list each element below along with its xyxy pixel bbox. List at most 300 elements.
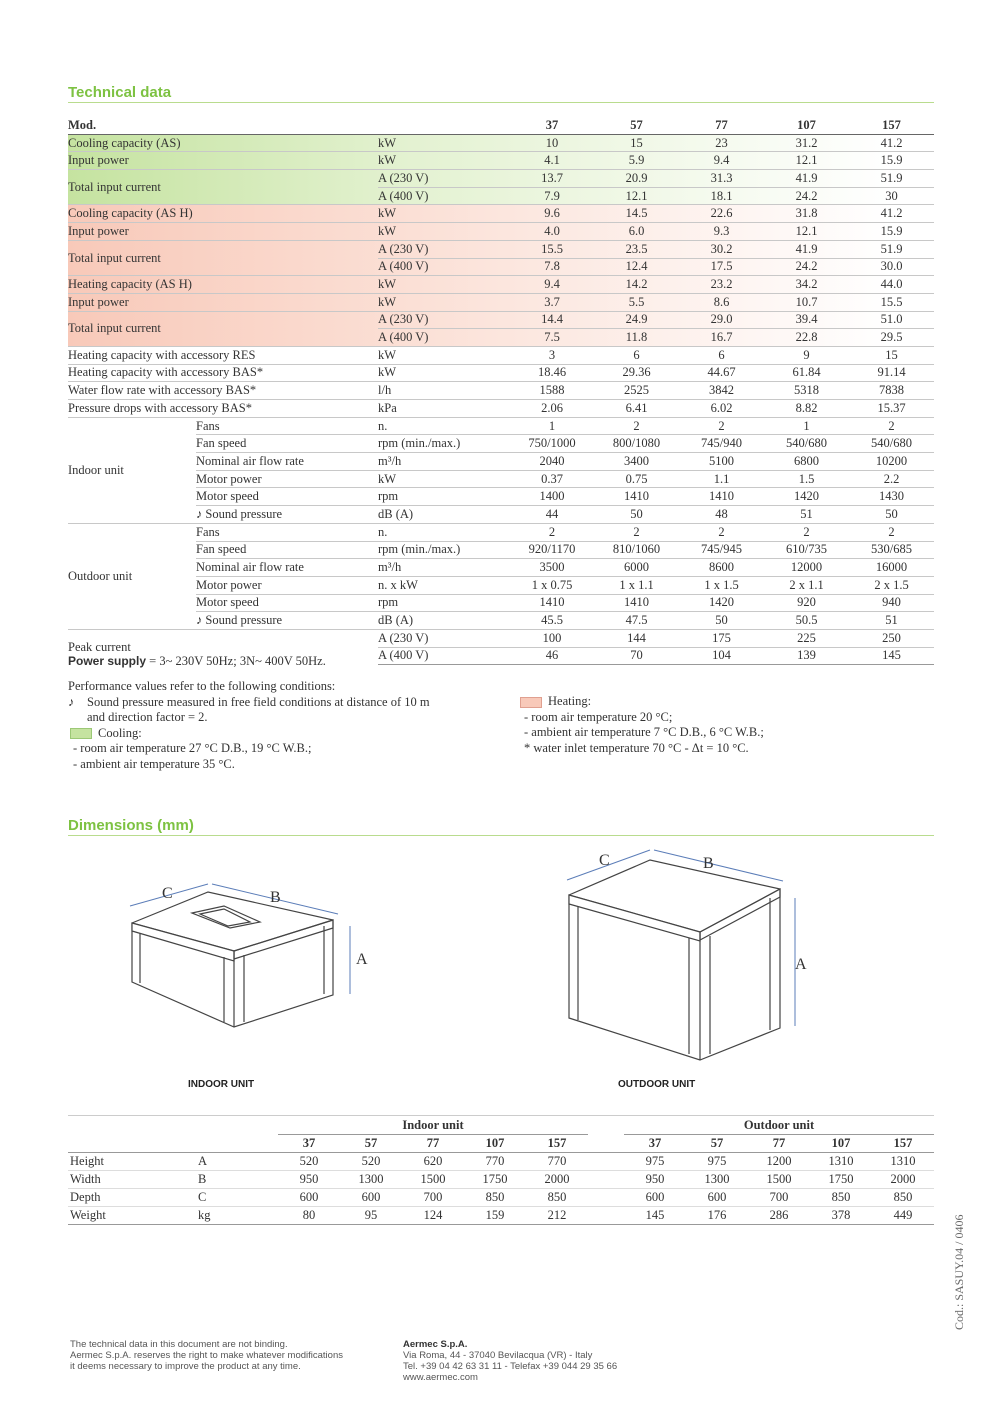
row-value: 940 bbox=[849, 594, 934, 612]
row-value: 4.0 bbox=[510, 223, 594, 241]
outdoor-unit-drawing bbox=[555, 848, 815, 1068]
row-value: 70 bbox=[594, 647, 679, 665]
dims-indoor-value: 124 bbox=[402, 1207, 464, 1225]
row-value: 29.0 bbox=[679, 311, 764, 329]
row-value: 530/685 bbox=[849, 541, 934, 559]
row-value: 50.5 bbox=[764, 612, 849, 630]
title-rule bbox=[68, 102, 934, 103]
row-value: 18.46 bbox=[510, 364, 594, 382]
dims-indoor-value: 159 bbox=[464, 1207, 526, 1225]
dims-model-header: 107 bbox=[464, 1135, 526, 1153]
table-row bbox=[68, 506, 934, 524]
dims-outdoor-value: 2000 bbox=[872, 1171, 934, 1189]
row-value: 5100 bbox=[679, 453, 764, 471]
dims-indoor-value: 770 bbox=[464, 1153, 526, 1171]
row-value: 540/680 bbox=[849, 435, 934, 453]
table-row bbox=[68, 488, 934, 506]
dims-indoor-value: 770 bbox=[526, 1153, 588, 1171]
footer-disclaimer-line: it deems necessary to improve the product at any time. bbox=[70, 1361, 301, 1372]
power-supply-label: Power supply bbox=[68, 654, 147, 668]
dims-row bbox=[68, 1171, 934, 1189]
row-value: 15 bbox=[849, 346, 934, 364]
row-unit: l/h bbox=[378, 382, 510, 400]
row-unit: m³/h bbox=[378, 453, 510, 471]
dims-row-name: Width bbox=[68, 1171, 198, 1189]
row-value: 12.1 bbox=[764, 223, 849, 241]
header-label: Mod. bbox=[68, 117, 196, 134]
row-unit: kW bbox=[378, 293, 510, 311]
row-value: 22.8 bbox=[764, 329, 849, 347]
dimensions-table bbox=[68, 1117, 934, 1225]
row-unit: kW bbox=[378, 276, 510, 294]
row-label: Cooling capacity (AS) bbox=[68, 134, 378, 152]
dims-outdoor-title: Outdoor unit bbox=[624, 1117, 934, 1135]
row-value: 20.9 bbox=[594, 170, 679, 188]
row-value: 9.6 bbox=[510, 205, 594, 223]
row-value: 51.9 bbox=[849, 170, 934, 188]
table-row bbox=[68, 629, 934, 647]
dims-table-rule bbox=[68, 1115, 934, 1116]
row-value: 6 bbox=[679, 346, 764, 364]
heating-notes bbox=[520, 694, 940, 756]
dims-row bbox=[68, 1207, 934, 1225]
row-label: Input power bbox=[68, 223, 378, 241]
row-value: 11.8 bbox=[594, 329, 679, 347]
row-value: 13.7 bbox=[510, 170, 594, 188]
dimensions-title: Dimensions (mm) bbox=[68, 817, 194, 834]
row-unit: n. x kW bbox=[378, 576, 510, 594]
document-code: Cod.: SASUY.04 / 0406 bbox=[952, 1214, 966, 1330]
row-value: 3842 bbox=[679, 382, 764, 400]
row-value: 139 bbox=[764, 647, 849, 665]
row-unit: dB (A) bbox=[378, 506, 510, 524]
dims-indoor-value: 80 bbox=[278, 1207, 340, 1225]
heating-swatch bbox=[520, 697, 542, 708]
row-value: 6000 bbox=[594, 559, 679, 577]
footer-disclaimer bbox=[70, 1339, 343, 1372]
row-value: 4.1 bbox=[510, 152, 594, 170]
dims-model-header: 57 bbox=[686, 1135, 748, 1153]
row-unit: dB (A) bbox=[378, 612, 510, 630]
row-value: 1 x 0.75 bbox=[510, 576, 594, 594]
sub-row-label: Motor power bbox=[196, 576, 378, 594]
row-value: 144 bbox=[594, 629, 679, 647]
row-unit: n. bbox=[378, 523, 510, 541]
dims-indoor-value: 95 bbox=[340, 1207, 402, 1225]
table-row bbox=[68, 205, 934, 223]
row-value: 745/940 bbox=[679, 435, 764, 453]
row-value: 46 bbox=[510, 647, 594, 665]
row-value: 22.6 bbox=[679, 205, 764, 223]
row-label: Heating capacity (AS H) bbox=[68, 276, 378, 294]
dims-indoor-value: 1500 bbox=[402, 1171, 464, 1189]
row-value: 610/735 bbox=[764, 541, 849, 559]
cooling-swatch bbox=[70, 728, 92, 739]
group-label: Indoor unit bbox=[68, 417, 196, 523]
row-value: 104 bbox=[679, 647, 764, 665]
row-value: 14.2 bbox=[594, 276, 679, 294]
row-value: 7.5 bbox=[510, 329, 594, 347]
table-row bbox=[68, 311, 934, 329]
dims-spacer bbox=[588, 1171, 624, 1189]
dims-indoor-value: 600 bbox=[278, 1189, 340, 1207]
row-value: 7.8 bbox=[510, 258, 594, 276]
sub-row-label: Nominal air flow rate bbox=[196, 453, 378, 471]
dims-row-name: Height bbox=[68, 1153, 198, 1171]
row-unit: rpm (min./max.) bbox=[378, 541, 510, 559]
dims-outdoor-value: 1200 bbox=[748, 1153, 810, 1171]
heating-item: - ambient air temperature 7 °C D.B., 6 °C W.B.; bbox=[524, 725, 764, 739]
conditions-intro: Performance values refer to the following conditions: bbox=[68, 679, 336, 693]
dims-outdoor-value: 449 bbox=[872, 1207, 934, 1225]
table-row bbox=[68, 276, 934, 294]
dims-indoor-title: Indoor unit bbox=[278, 1117, 588, 1135]
table-row bbox=[68, 293, 934, 311]
row-label: Cooling capacity (AS H) bbox=[68, 205, 378, 223]
row-unit: A (230 V) bbox=[378, 170, 510, 188]
row-label: Heating capacity with accessory BAS* bbox=[68, 364, 378, 382]
table-row bbox=[68, 541, 934, 559]
row-value: 540/680 bbox=[764, 435, 849, 453]
heating-item: * water inlet temperature 70 °C - Δt = 10 °C. bbox=[524, 740, 749, 755]
outdoor-label-a: A bbox=[795, 956, 807, 973]
dims-indoor-value: 1750 bbox=[464, 1171, 526, 1189]
table-row bbox=[68, 382, 934, 400]
row-value: 6.02 bbox=[679, 400, 764, 418]
row-unit: A (400 V) bbox=[378, 258, 510, 276]
sub-row-label: Motor power bbox=[196, 470, 378, 488]
row-label: Heating capacity with accessory RES bbox=[68, 346, 378, 364]
row-value: 24.2 bbox=[764, 258, 849, 276]
row-value: 10 bbox=[510, 134, 594, 152]
row-value: 50 bbox=[849, 506, 934, 524]
dims-model-header: 157 bbox=[872, 1135, 934, 1153]
dims-row bbox=[68, 1153, 934, 1171]
row-value: 1.5 bbox=[764, 470, 849, 488]
row-value: 44.0 bbox=[849, 276, 934, 294]
power-supply-value: = 3~ 230V 50Hz; 3N~ 400V 50Hz. bbox=[146, 654, 326, 668]
row-value: 745/945 bbox=[679, 541, 764, 559]
dims-outdoor-value: 1750 bbox=[810, 1171, 872, 1189]
row-value: 41.9 bbox=[764, 170, 849, 188]
row-value: 1410 bbox=[594, 594, 679, 612]
outdoor-label-b: B bbox=[703, 855, 714, 872]
row-label: Peak current bbox=[68, 629, 378, 664]
row-value: 1.1 bbox=[679, 470, 764, 488]
footer-disclaimer-line: Aermec S.p.A. reserves the right to make whatever modifications bbox=[70, 1350, 343, 1361]
row-unit: kW bbox=[378, 346, 510, 364]
dims-model-header: 77 bbox=[748, 1135, 810, 1153]
model-header: 157 bbox=[849, 117, 934, 134]
table-row bbox=[68, 453, 934, 471]
row-value: 7.9 bbox=[510, 187, 594, 205]
dims-spacer bbox=[588, 1207, 624, 1225]
row-unit: kW bbox=[378, 364, 510, 382]
row-value: 45.5 bbox=[510, 612, 594, 630]
dims-spacer bbox=[588, 1189, 624, 1207]
dims-row bbox=[68, 1189, 934, 1207]
row-value: 2 bbox=[594, 417, 679, 435]
row-value: 44.67 bbox=[679, 364, 764, 382]
row-unit: kW bbox=[378, 205, 510, 223]
table-row bbox=[68, 470, 934, 488]
row-value: 6.0 bbox=[594, 223, 679, 241]
row-value: 34.2 bbox=[764, 276, 849, 294]
row-value: 10.7 bbox=[764, 293, 849, 311]
row-unit: A (400 V) bbox=[378, 187, 510, 205]
row-value: 920 bbox=[764, 594, 849, 612]
dims-indoor-value: 2000 bbox=[526, 1171, 588, 1189]
row-value: 6.41 bbox=[594, 400, 679, 418]
dims-outdoor-value: 378 bbox=[810, 1207, 872, 1225]
dims-model-header: 77 bbox=[402, 1135, 464, 1153]
row-value: 16.7 bbox=[679, 329, 764, 347]
technical-data-title: Technical data bbox=[68, 84, 172, 101]
row-value: 47.5 bbox=[594, 612, 679, 630]
row-value: 44 bbox=[510, 506, 594, 524]
model-header: 107 bbox=[764, 117, 849, 134]
dims-spacer bbox=[68, 1117, 278, 1135]
dims-outdoor-value: 975 bbox=[624, 1153, 686, 1171]
table-row bbox=[68, 400, 934, 418]
row-value: 225 bbox=[764, 629, 849, 647]
row-unit: kPa bbox=[378, 400, 510, 418]
row-value: 1410 bbox=[510, 594, 594, 612]
dims-outdoor-value: 600 bbox=[686, 1189, 748, 1207]
row-value: 6 bbox=[594, 346, 679, 364]
row-value: 51 bbox=[849, 612, 934, 630]
row-value: 920/1170 bbox=[510, 541, 594, 559]
cooling-item: - ambient air temperature 35 °C. bbox=[73, 756, 235, 771]
table-row bbox=[68, 170, 934, 188]
dims-outdoor-value: 1310 bbox=[872, 1153, 934, 1171]
row-value: 16000 bbox=[849, 559, 934, 577]
row-unit: A (400 V) bbox=[378, 647, 510, 665]
row-value: 1410 bbox=[594, 488, 679, 506]
sub-row-label: Nominal air flow rate bbox=[196, 559, 378, 577]
dims-model-header: 37 bbox=[278, 1135, 340, 1153]
footer-disclaimer-line: The technical data in this document are not binding. bbox=[70, 1339, 288, 1350]
technical-data-table bbox=[68, 117, 934, 665]
table-row bbox=[68, 559, 934, 577]
dims-outdoor-value: 145 bbox=[624, 1207, 686, 1225]
sound-note-line1: Sound pressure measured in free field conditions at distance of 10 m bbox=[87, 694, 430, 709]
row-value: 14.5 bbox=[594, 205, 679, 223]
model-header: 57 bbox=[594, 117, 679, 134]
row-value: 51 bbox=[764, 506, 849, 524]
row-value: 2 bbox=[510, 523, 594, 541]
row-unit: rpm (min./max.) bbox=[378, 435, 510, 453]
table-row bbox=[68, 594, 934, 612]
row-value: 41.9 bbox=[764, 240, 849, 258]
row-value: 9 bbox=[764, 346, 849, 364]
row-value: 2 bbox=[679, 417, 764, 435]
row-value: 2.06 bbox=[510, 400, 594, 418]
indoor-label-c: C bbox=[162, 885, 173, 902]
row-value: 1420 bbox=[679, 594, 764, 612]
row-value: 3400 bbox=[594, 453, 679, 471]
row-value: 1430 bbox=[849, 488, 934, 506]
footer-company bbox=[403, 1339, 617, 1383]
outdoor-label-c: C bbox=[599, 852, 610, 869]
row-value: 8.6 bbox=[679, 293, 764, 311]
row-value: 30.2 bbox=[679, 240, 764, 258]
dims-outdoor-value: 286 bbox=[748, 1207, 810, 1225]
row-unit: kW bbox=[378, 470, 510, 488]
row-label: Input power bbox=[68, 293, 378, 311]
row-value: 810/1060 bbox=[594, 541, 679, 559]
dims-indoor-value: 700 bbox=[402, 1189, 464, 1207]
row-value: 15.9 bbox=[849, 152, 934, 170]
table-row bbox=[68, 435, 934, 453]
dims-spacer bbox=[588, 1153, 624, 1171]
row-value: 31.8 bbox=[764, 205, 849, 223]
model-header: 77 bbox=[679, 117, 764, 134]
row-value: 9.3 bbox=[679, 223, 764, 241]
dims-indoor-value: 850 bbox=[464, 1189, 526, 1207]
row-value: 8600 bbox=[679, 559, 764, 577]
table-header-row bbox=[68, 117, 934, 134]
dims-indoor-value: 600 bbox=[340, 1189, 402, 1207]
row-value: 8.82 bbox=[764, 400, 849, 418]
dimensions-rule bbox=[68, 835, 934, 836]
row-value: 1410 bbox=[679, 488, 764, 506]
row-value: 23.5 bbox=[594, 240, 679, 258]
row-value: 6800 bbox=[764, 453, 849, 471]
row-value: 1400 bbox=[510, 488, 594, 506]
row-value: 175 bbox=[679, 629, 764, 647]
table-row bbox=[68, 364, 934, 382]
row-value: 100 bbox=[510, 629, 594, 647]
row-value: 2 bbox=[679, 523, 764, 541]
row-value: 3.7 bbox=[510, 293, 594, 311]
row-value: 1 bbox=[764, 417, 849, 435]
row-value: 12000 bbox=[764, 559, 849, 577]
dims-outdoor-value: 850 bbox=[810, 1189, 872, 1207]
dims-model-header: 37 bbox=[624, 1135, 686, 1153]
dims-indoor-value: 850 bbox=[526, 1189, 588, 1207]
power-supply-line bbox=[68, 654, 326, 670]
row-unit: kW bbox=[378, 152, 510, 170]
row-value: 17.5 bbox=[679, 258, 764, 276]
sub-row-label: ♪ Sound pressure bbox=[196, 612, 378, 630]
dims-outdoor-value: 1300 bbox=[686, 1171, 748, 1189]
dims-row-name: Depth bbox=[68, 1189, 198, 1207]
dims-outdoor-value: 176 bbox=[686, 1207, 748, 1225]
row-value: 12.1 bbox=[764, 152, 849, 170]
table-row bbox=[68, 523, 934, 541]
row-value: 1420 bbox=[764, 488, 849, 506]
row-label: Total input current bbox=[68, 170, 378, 205]
row-value: 29.5 bbox=[849, 329, 934, 347]
row-label: Input power bbox=[68, 152, 378, 170]
row-unit: A (230 V) bbox=[378, 629, 510, 647]
dims-model-header: 157 bbox=[526, 1135, 588, 1153]
table-row bbox=[68, 240, 934, 258]
row-value: 2 bbox=[849, 523, 934, 541]
header-spacer bbox=[196, 117, 378, 134]
heating-label: Heating: bbox=[548, 694, 592, 708]
dims-outdoor-value: 700 bbox=[748, 1189, 810, 1207]
indoor-label-a: A bbox=[356, 951, 368, 968]
row-value: 5318 bbox=[764, 382, 849, 400]
table-row bbox=[68, 346, 934, 364]
row-value: 15.5 bbox=[849, 293, 934, 311]
row-value: 12.4 bbox=[594, 258, 679, 276]
row-value: 15.37 bbox=[849, 400, 934, 418]
dims-row-symbol: kg bbox=[198, 1207, 278, 1225]
table-row bbox=[68, 417, 934, 435]
row-value: 48 bbox=[679, 506, 764, 524]
model-header: 37 bbox=[510, 117, 594, 134]
dims-spacer bbox=[588, 1117, 624, 1135]
row-value: 9.4 bbox=[510, 276, 594, 294]
row-value: 2040 bbox=[510, 453, 594, 471]
row-value: 1 x 1.1 bbox=[594, 576, 679, 594]
row-label: Pressure drops with accessory BAS* bbox=[68, 400, 378, 418]
row-value: 750/1000 bbox=[510, 435, 594, 453]
dims-outdoor-value: 600 bbox=[624, 1189, 686, 1207]
table-row bbox=[68, 134, 934, 152]
row-value: 30.0 bbox=[849, 258, 934, 276]
row-value: 1 bbox=[510, 417, 594, 435]
row-value: 31.2 bbox=[764, 134, 849, 152]
indoor-unit-caption: INDOOR UNIT bbox=[188, 1079, 255, 1090]
row-value: 12.1 bbox=[594, 187, 679, 205]
row-label: Total input current bbox=[68, 311, 378, 346]
dims-outdoor-value: 1310 bbox=[810, 1153, 872, 1171]
row-value: 10200 bbox=[849, 453, 934, 471]
dims-row-symbol: B bbox=[198, 1171, 278, 1189]
dims-indoor-value: 620 bbox=[402, 1153, 464, 1171]
dims-outdoor-value: 850 bbox=[872, 1189, 934, 1207]
outdoor-unit-caption: OUTDOOR UNIT bbox=[618, 1079, 696, 1090]
dims-model-header: 107 bbox=[810, 1135, 872, 1153]
row-value: 250 bbox=[849, 629, 934, 647]
row-value: 7838 bbox=[849, 382, 934, 400]
sub-row-label: Fans bbox=[196, 417, 378, 435]
table-row bbox=[68, 576, 934, 594]
row-value: 2 bbox=[594, 523, 679, 541]
row-unit: m³/h bbox=[378, 559, 510, 577]
sub-row-label: Fan speed bbox=[196, 541, 378, 559]
group-label: Outdoor unit bbox=[68, 523, 196, 629]
row-value: 23 bbox=[679, 134, 764, 152]
row-value: 2 bbox=[764, 523, 849, 541]
row-value: 2.2 bbox=[849, 470, 934, 488]
row-value: 18.1 bbox=[679, 187, 764, 205]
row-unit: A (230 V) bbox=[378, 240, 510, 258]
sub-row-label: Motor speed bbox=[196, 594, 378, 612]
dims-indoor-value: 1300 bbox=[340, 1171, 402, 1189]
dims-outdoor-value: 975 bbox=[686, 1153, 748, 1171]
row-value: 1 x 1.5 bbox=[679, 576, 764, 594]
row-value: 9.4 bbox=[679, 152, 764, 170]
dims-spacer bbox=[588, 1135, 624, 1153]
conditions-notes bbox=[68, 679, 508, 772]
dims-group-header-row bbox=[68, 1117, 934, 1135]
row-value: 15.5 bbox=[510, 240, 594, 258]
sound-note-icon: ♪ bbox=[68, 694, 75, 709]
dims-model-header-row bbox=[68, 1135, 934, 1153]
sub-row-label: Motor speed bbox=[196, 488, 378, 506]
sub-row-label: Fans bbox=[196, 523, 378, 541]
row-unit: A (400 V) bbox=[378, 329, 510, 347]
row-value: 91.14 bbox=[849, 364, 934, 382]
footer-company-name: Aermec S.p.A. bbox=[403, 1339, 468, 1350]
sub-row-label: ♪ Sound pressure bbox=[196, 506, 378, 524]
cooling-item: - room air temperature 27 °C D.B., 19 °C W.B.; bbox=[73, 741, 312, 755]
